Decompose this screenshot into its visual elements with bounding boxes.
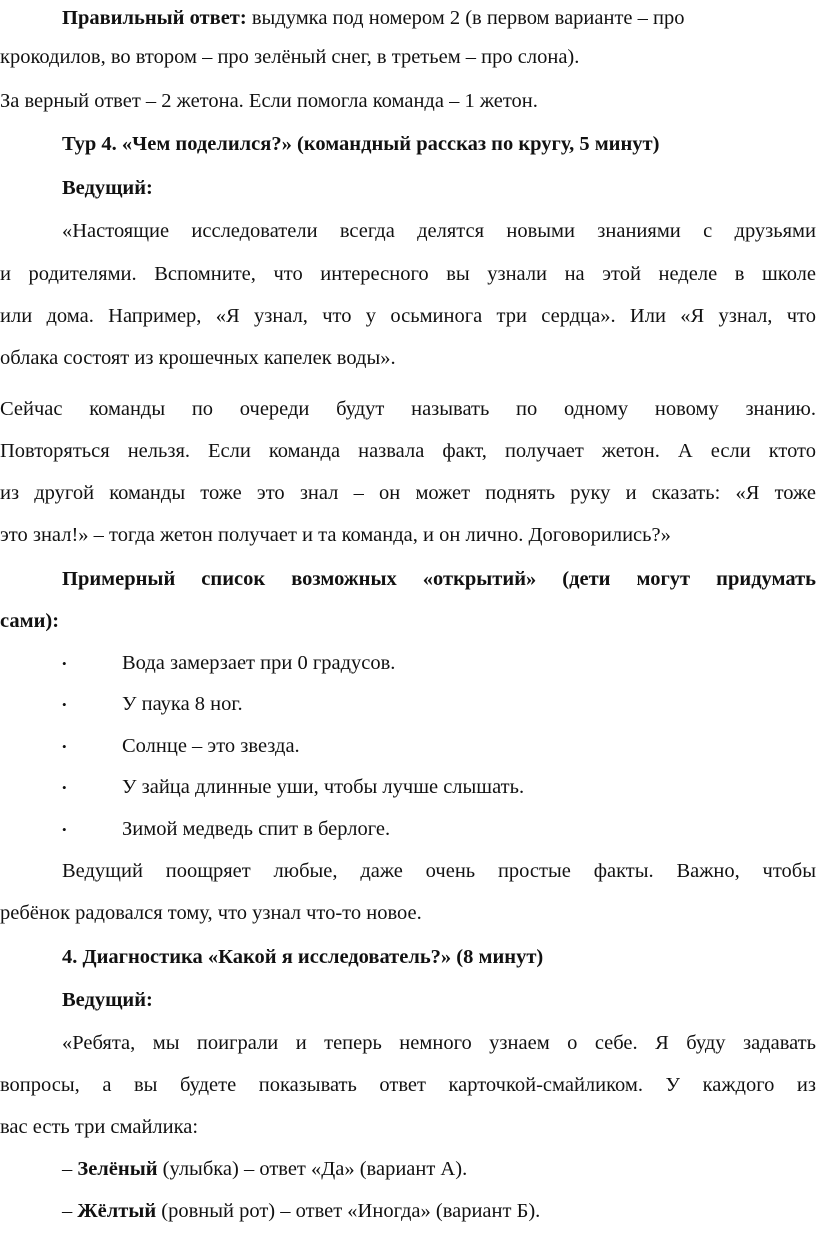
diag-para1-line: «Ребята, мы поиграли и теперь немного узнаем о себе. Я буду задавать [62, 1032, 816, 1054]
diag-para1-line: вас есть три смайлика: [0, 1116, 199, 1138]
list-item: У зайца длинные уши, чтобы лучше слышать. [122, 776, 525, 798]
tour4-heading: Тур 4. «Чем поделился?» (командный рассказ по кругу, 5 минут) [62, 133, 660, 155]
answer-line-1 [0, 5, 816, 31]
bullet-icon: • [62, 780, 67, 795]
answer-line-2: крокодилов, во втором – про зелёный снег, в третьем – про слона). [0, 46, 580, 68]
bullet-icon: • [62, 739, 67, 754]
tour4-para2-line: из другой команды тоже это знал – он может поднять руку и сказать: «Я тоже [0, 482, 816, 504]
tour4-para3-line: Ведущий поощряет любые, даже очень простые факты. Важно, чтобы [62, 860, 816, 882]
tour4-para2-line: Повторяться нельзя. Если команда назвала факт, получает жетон. А если ктото [0, 440, 816, 462]
answer-label: Правильный ответ: [62, 7, 247, 29]
list-item: У паука 8 ног. [122, 693, 243, 715]
tour4-para3-line: ребёнок радовался тому, что узнал что-то новое. [0, 902, 422, 924]
list-item: Вода замерзает при 0 градусов. [122, 652, 396, 674]
tour4-para1-line: «Настоящие исследователи всегда делятся новыми знаниями с друзьями [62, 220, 816, 242]
list-item: Зимой медведь спит в берлоге. [122, 818, 391, 840]
list-heading-line-2: сами): [0, 610, 60, 632]
bullet-icon: • [62, 697, 67, 712]
tour4-para2-line: Сейчас команды по очереди будут называть по одному новому знанию. [0, 398, 816, 420]
green-word: Зелёный [77, 1158, 158, 1180]
bullet-icon: • [62, 656, 67, 671]
yellow-word: Жёлтый [77, 1200, 157, 1222]
tour4-host-label: Ведущий: [62, 177, 153, 199]
tour4-para1-line: и родителями. Вспомните, что интересного вы узнали на этой неделе в школе [0, 263, 816, 285]
bullet-icon: • [62, 822, 67, 837]
list-item: Солнце – это звезда. [122, 735, 300, 757]
green-option: – Зелёный (улыбка) – ответ «Да» (вариант А). [62, 1158, 468, 1180]
list-heading-line-1: Примерный список возможных «открытий» (дети могут придумать [62, 568, 816, 590]
tour4-para1-line: или дома. Например, «Я узнал, что у осьминога три сердца». Или «Я узнал, что [0, 305, 816, 327]
answer-text: выдумка под номером 2 (в первом варианте – про [246, 7, 685, 29]
diag-para1-line: вопросы, а вы будете показывать ответ карточкой-смайликом. У каждого из [0, 1074, 816, 1096]
answer-line-3: За верный ответ – 2 жетона. Если помогла команда – 1 жетон. [0, 90, 538, 112]
tour4-para2-line: это знал!» – тогда жетон получает и та команда, и он лично. Договорились?» [0, 524, 671, 546]
yellow-option: – Жёлтый (ровный рот) – ответ «Иногда» (вариант Б). [62, 1200, 541, 1222]
diag-host-label: Ведущий: [62, 989, 153, 1011]
tour4-para1-line: облака состоят из крошечных капелек воды». [0, 347, 396, 369]
diag-heading: 4. Диагностика «Какой я исследователь?» (8 минут) [62, 946, 544, 968]
